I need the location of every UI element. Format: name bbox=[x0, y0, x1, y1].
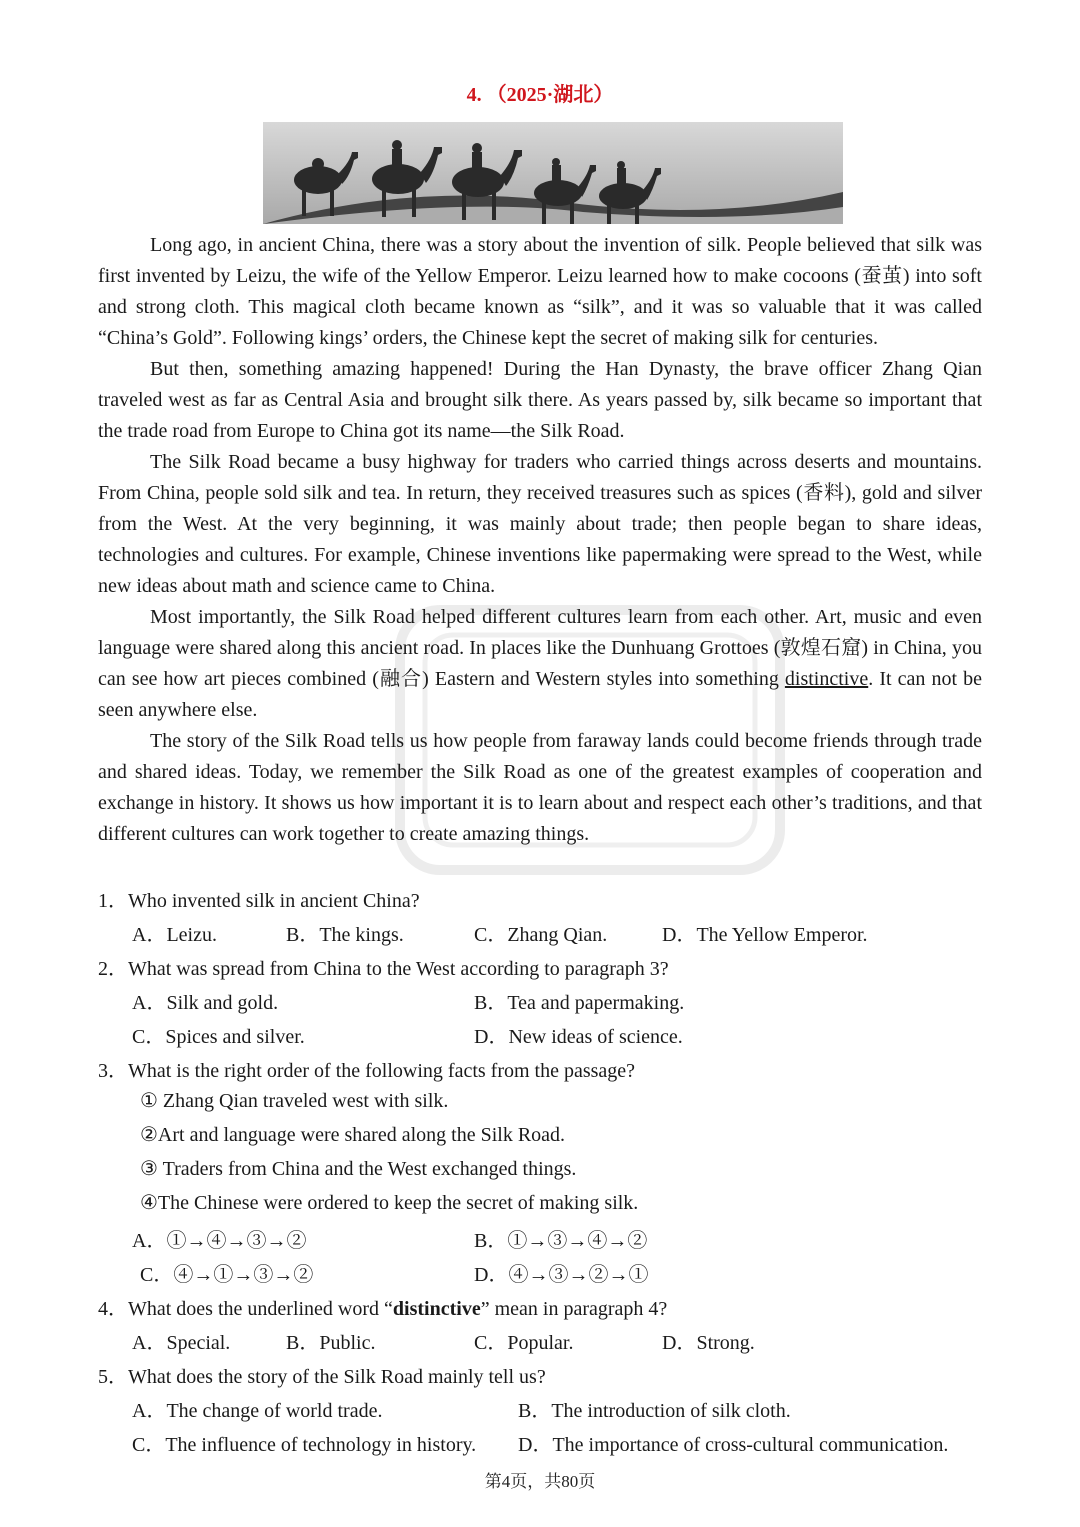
question-1-stem: 1．Who invented silk in ancient China? bbox=[98, 890, 420, 912]
question-4-option-c[interactable]: C．Popular. bbox=[474, 1332, 574, 1354]
question-3-option-d[interactable]: D．④→③→②→① bbox=[474, 1264, 649, 1286]
question-5-stem: 5．What does the story of the Silk Road mainly tell us? bbox=[98, 1366, 546, 1388]
question-3-fact-4: ④The Chinese were ordered to keep the secret of making silk. bbox=[140, 1192, 639, 1214]
question-2-option-a[interactable]: A．Silk and gold. bbox=[132, 992, 279, 1014]
paragraph-2: But then, something amazing happened! During the Han Dynasty, the brave officer Zhang Qian traveled west as far as Central Asia and brought silk there. As years passed by, silk became so important that the trade road from Europe to China got its name—the Silk Road. bbox=[98, 358, 982, 442]
question-1-option-c[interactable]: C．Zhang Qian. bbox=[474, 924, 608, 946]
camel-caravan-illustration bbox=[263, 122, 843, 224]
question-4-option-a[interactable]: A．Special. bbox=[132, 1332, 231, 1354]
bold-word: distinctive bbox=[392, 1298, 481, 1320]
paragraph-5: The story of the Silk Road tells us how people from faraway lands could become friends through trade and shared ideas. Today, we remember the Silk Road as one of the greatest examples of cooperation and exchange in history. It shows us how important it is to learn about and respect each other’s traditions, and that different cultures can work together to create amazing things. bbox=[98, 730, 982, 845]
question-2-option-c[interactable]: C．Spices and silver. bbox=[132, 1026, 305, 1048]
question-5-option-b[interactable]: B．The introduction of silk cloth. bbox=[518, 1400, 791, 1422]
question-5-option-a[interactable]: A．The change of world trade. bbox=[132, 1400, 383, 1422]
question-1-option-b[interactable]: B．The kings. bbox=[286, 924, 404, 946]
reading-passage bbox=[98, 230, 982, 850]
question-3-option-a[interactable]: A．①→④→③→② bbox=[132, 1230, 307, 1252]
question-2-option-b[interactable]: B．Tea and papermaking. bbox=[474, 992, 685, 1014]
question-3-fact-2: ②Art and language were shared along the Silk Road. bbox=[140, 1124, 566, 1146]
question-3-option-c[interactable]: C．④→①→③→② bbox=[140, 1264, 314, 1286]
question-heading: 4. （2025·湖北） bbox=[466, 84, 614, 106]
question-2-stem: 2．What was spread from China to the West according to paragraph 3? bbox=[98, 958, 669, 980]
question-4-stem: 4．What does the underlined word “distinctive” mean in paragraph 4? bbox=[98, 1298, 668, 1320]
question-3-option-b[interactable]: B．①→③→④→② bbox=[474, 1230, 648, 1252]
paragraph-3: The Silk Road became a busy highway for traders who carried things across deserts and mountains. From China, people sold silk and tea. In return, they received treasures such as spices (香料), gold and silver from the West. At the very beginning, it was mainly about trade; then people began to share ideas, technologies and cultures. For example, Chinese inventions like papermaking were spread to the West, while new ideas about math and science came to China. bbox=[98, 451, 982, 597]
paragraph-1: Long ago, in ancient China, there was a story about the invention of silk. People believed that silk was first invented by Leizu, the wife of the Yellow Emperor. Leizu learned how to make cocoons (蚕茧) into soft and strong cloth. This magical cloth became known as “silk”, and it was so valuable that it was called “China’s Gold”. Following kings’ orders, the Chinese kept the secret of making silk for centuries. bbox=[98, 234, 982, 349]
question-1-option-a[interactable]: A．Leizu. bbox=[132, 924, 217, 946]
question-5-option-d[interactable]: D．The importance of cross-cultural communication. bbox=[518, 1434, 949, 1456]
question-3-fact-1: ① Zhang Qian traveled west with silk. bbox=[140, 1090, 449, 1112]
question-3-stem: 3．What is the right order of the following facts from the passage? bbox=[98, 1060, 636, 1082]
paragraph-4: Most importantly, the Silk Road helped different cultures learn from each other. Art, music and even language were shared along this ancient road. In places like the Dunhuang Grottoes (敦煌石窟) in China, you can see how art pieces combined (融合) Eastern and Western styles into something distinctive. It can not be seen anywhere else. bbox=[98, 606, 982, 721]
underlined-word: distinctive bbox=[784, 668, 869, 690]
question-3-fact-3: ③ Traders from China and the West exchanged things. bbox=[140, 1158, 577, 1180]
page-number: 第4页，共80页 bbox=[484, 1472, 596, 1491]
question-4-option-b[interactable]: B．Public. bbox=[286, 1332, 376, 1354]
question-5-option-c[interactable]: C．The influence of technology in history. bbox=[132, 1434, 477, 1456]
question-4-option-d[interactable]: D．Strong. bbox=[662, 1332, 755, 1354]
question-1-option-d[interactable]: D．The Yellow Emperor. bbox=[662, 924, 868, 946]
question-2-option-d[interactable]: D．New ideas of science. bbox=[474, 1026, 683, 1048]
